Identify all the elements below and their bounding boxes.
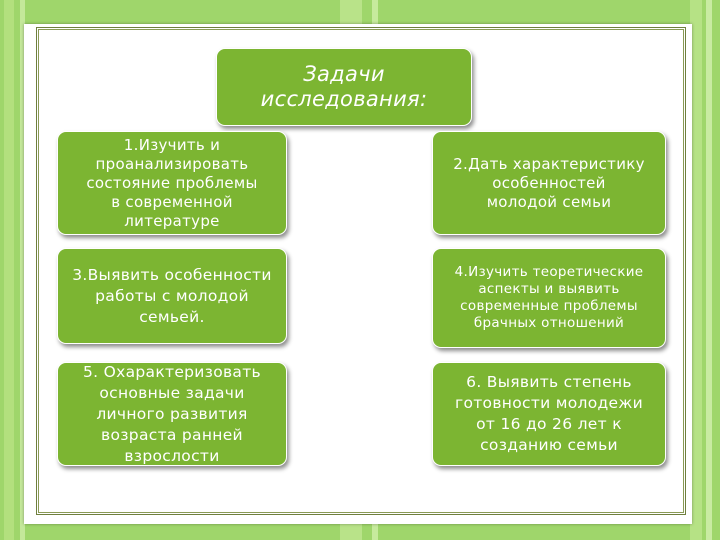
task-text-3: 3.Выявить особенности работы с молодой семьей. [72,265,272,326]
background-stripe [706,0,712,540]
task-box-5 [57,362,287,466]
task-box-3 [57,248,287,344]
task-box-4 [432,248,666,348]
task-box-1 [57,131,287,235]
task-text-1: 1.Изучить и проанализировать состояние проблемы в современной литературе [86,135,258,230]
background-stripe [4,0,14,540]
title-text: Задачи исследования: [260,62,428,111]
task-text-5: 5. Охарактеризовать основные задачи личного развития возраста ранней взрослости [83,362,261,465]
task-text-4: 4.Изучить теоретические аспекты и выявить современные проблемы брачных отношений [454,264,644,331]
task-text-6: 6. Выявить степень готовности молодежи от 16 до 26 лет к созданию семьи [455,373,643,454]
task-box-2 [432,131,666,235]
task-box-6 [432,362,666,466]
title-box [216,48,472,126]
task-text-2: 2.Дать характеристику особенностей молодой семьи [453,154,645,211]
